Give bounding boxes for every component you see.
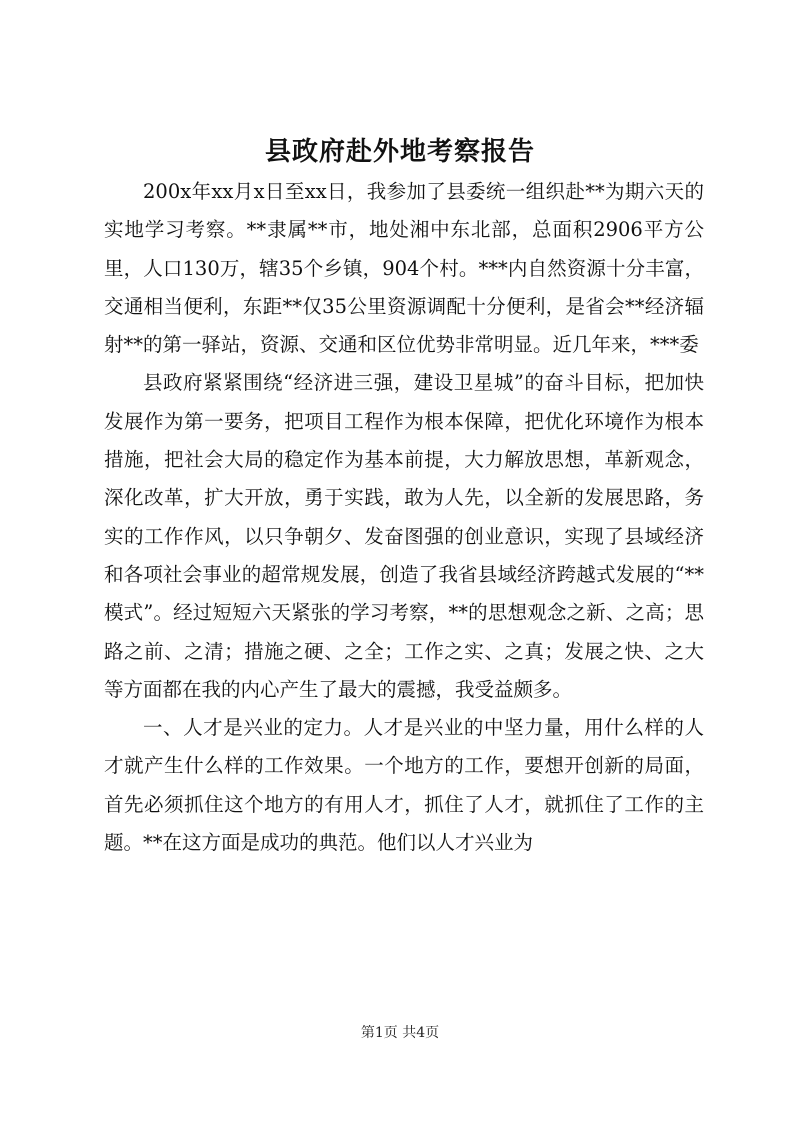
page-number-footer: 第1页 共4页 [360,1025,440,1041]
paragraph-1: 200x年xx月x日至xx日，我参加了县委统一组织赴**为期六天的实地学习考察。**隶属**市，地处湘中东北部，总面积2906平方公里，人口130万，辖35个乡镇，904个村。***内自然资源十分丰富，交通相当便利，东距**仅35公里资源调配十分便利，是省会**经济辐射**的第一驿站，资源、交通和区位优势非常明显。近几年来，***委 [104,180,704,357]
paragraph-3: 一、人才是兴业的定力。人才是兴业的中坚力量，用什么样的人才就产生什么样的工作效果。一个地方的工作，要想开创新的局面，首先必须抓住这个地方的有用人才，抓住了人才，就抓住了工作的主题。**在这方面是成功的典范。他们以人才兴业为 [104,716,704,855]
document-body [104,173,704,862]
paragraph-2: 县政府紧紧围绕“经济进三强，建设卫星城”的奋斗目标，把加快发展作为第一要务，把项目工程作为根本保障，把优化环境作为根本措施，把社会大局的稳定作为基本前提，大力解放思想，革新观念，深化改革，扩大开放，勇于实践，敢为人先，以全新的发展思路，务实的工作作风，以只争朝夕、发奋图强的创业意识，实现了县域经济和各项社会事业的超常规发展，创造了我省县域经济跨越式发展的“**模式”。经过短短六天紧张的学习考察，**的思想观念之新、之高；思路之前、之清；措施之硬、之全；工作之实、之真；发展之快、之大等方面都在我的内心产生了最大的震撼，我受益颇多。 [104,371,704,701]
document-title: 县政府赴外地考察报告 [264,137,535,167]
